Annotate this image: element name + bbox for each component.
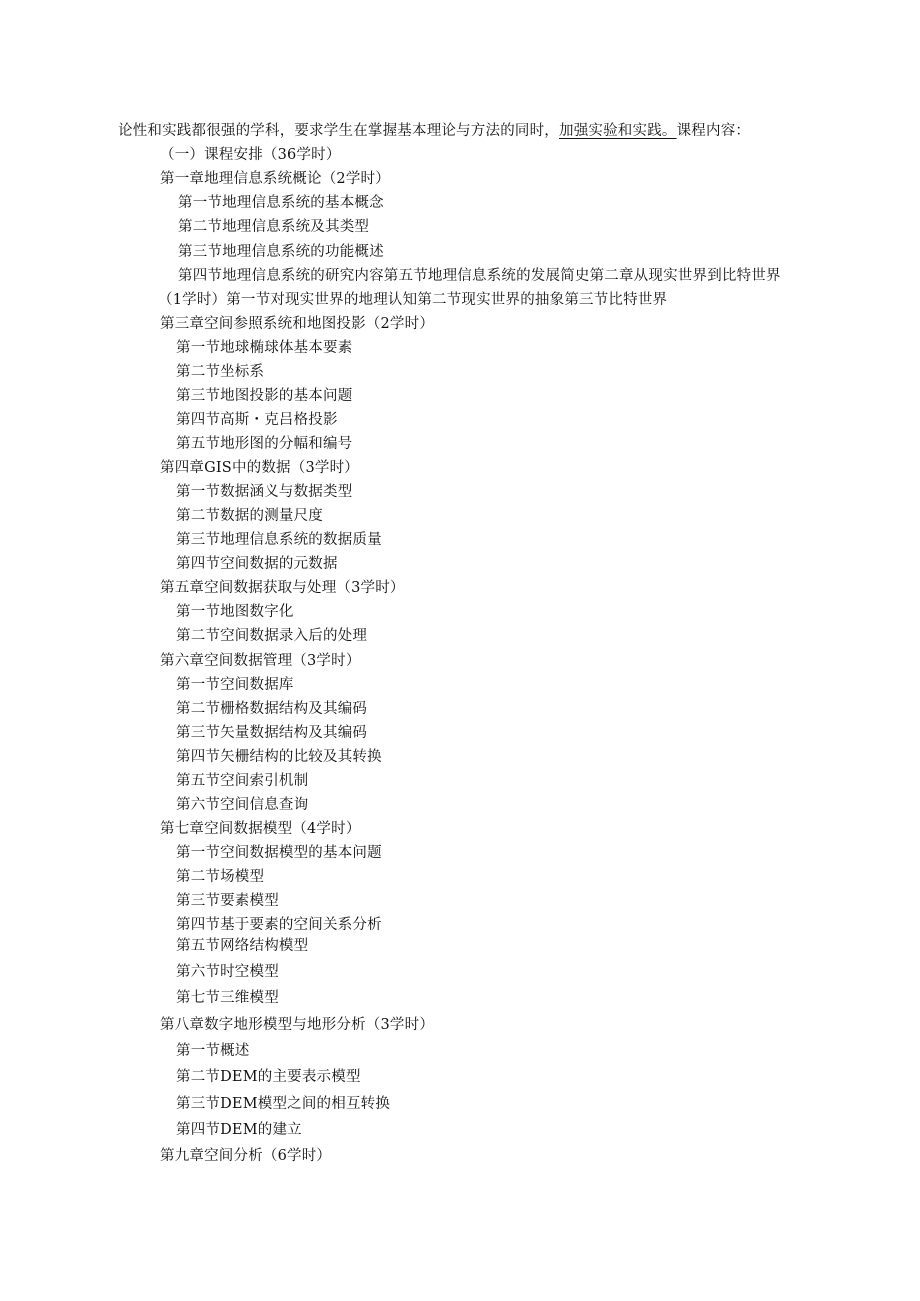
section-line: 第五节空间索引机制 (176, 773, 309, 789)
chapter-heading: 第六章空间数据管理（3学时） (160, 653, 361, 669)
section-line: 第四节空间数据的元数据 (176, 556, 338, 572)
section-line: 第四节DEM的建立 (176, 1122, 302, 1138)
chapter-heading: 第四章GIS中的数据（3学时） (160, 460, 359, 476)
section-line: 第三节矢量数据结构及其编码 (176, 725, 368, 741)
section-line: 第一节空间数据模型的基本问题 (176, 845, 382, 861)
section-line: 第七节三维模型 (176, 990, 279, 1006)
chapter-heading: 第五章空间数据获取与处理（3学时） (160, 580, 405, 596)
section-line: 第四节矢栅结构的比较及其转换 (176, 749, 382, 765)
section-line: 第二节地理信息系统及其类型 (178, 219, 370, 235)
section-line: 第二节坐标系 (176, 364, 265, 380)
section-line: 第二节栅格数据结构及其编码 (176, 701, 368, 717)
section-line-continued: （1学时）第一节对现实世界的地理认知第二节现实世界的抽象第三节比特世界 (158, 292, 668, 308)
section-line: 第一节地图数字化 (176, 604, 294, 620)
section-line: 第一节概述 (176, 1043, 250, 1059)
intro-text: 论性和实践都很强的学科，要求学生在掌握基本理论与方法的同时， (118, 123, 559, 139)
chapter-heading: 第八章数字地形模型与地形分析（3学时） (160, 1017, 435, 1033)
section-line: 第六节空间信息查询 (176, 797, 309, 813)
chapter-heading: 第七章空间数据模型（4学时） (160, 821, 361, 837)
section-line: 第四节基于要素的空间关系分析 (176, 917, 382, 933)
section-line: 第一节数据涵义与数据类型 (176, 484, 353, 500)
section-line: 第二节数据的测量尺度 (176, 508, 323, 524)
section-line: 第二节场模型 (176, 869, 265, 885)
section-line: 第三节地理信息系统的功能概述 (178, 244, 384, 260)
intro-text-end: 课程内容： (676, 123, 751, 139)
section-line: 第一节空间数据库 (176, 677, 294, 693)
section-line: 第三节地图投影的基本问题 (176, 388, 353, 404)
chapter-heading: 第一章地理信息系统概论（2学时） (160, 171, 390, 187)
section-line: 第五节网络结构模型 (176, 938, 309, 954)
section-line: 第二节空间数据录入后的处理 (176, 628, 368, 644)
section-line: 第三节DEM模型之间的相互转换 (176, 1096, 391, 1112)
chapter-heading: 第九章空间分析（6学时） (160, 1148, 332, 1164)
section-line: 第二节DEM的主要表示模型 (176, 1069, 361, 1085)
intro-underlined-text: 加强实验和实践。 (559, 123, 677, 139)
section-heading: （一）课程安排（36学时） (160, 147, 341, 163)
section-line: 第三节要素模型 (176, 893, 279, 909)
section-line: 第五节地形图的分幅和编号 (176, 436, 353, 452)
intro-paragraph-line (118, 121, 750, 141)
section-line: 第四节地理信息系统的研究内容第五节地理信息系统的发展简史第二章从现实世界到比特世界 (178, 268, 781, 284)
section-line: 第四节高斯・克吕格投影 (176, 412, 338, 428)
section-line: 第一节地球椭球体基本要素 (176, 340, 353, 356)
section-line: 第六节时空模型 (176, 964, 279, 980)
section-line: 第三节地理信息系统的数据质量 (176, 532, 382, 548)
section-line: 第一节地理信息系统的基本概念 (178, 195, 384, 211)
chapter-heading: 第三章空间参照系统和地图投影（2学时） (160, 316, 435, 332)
